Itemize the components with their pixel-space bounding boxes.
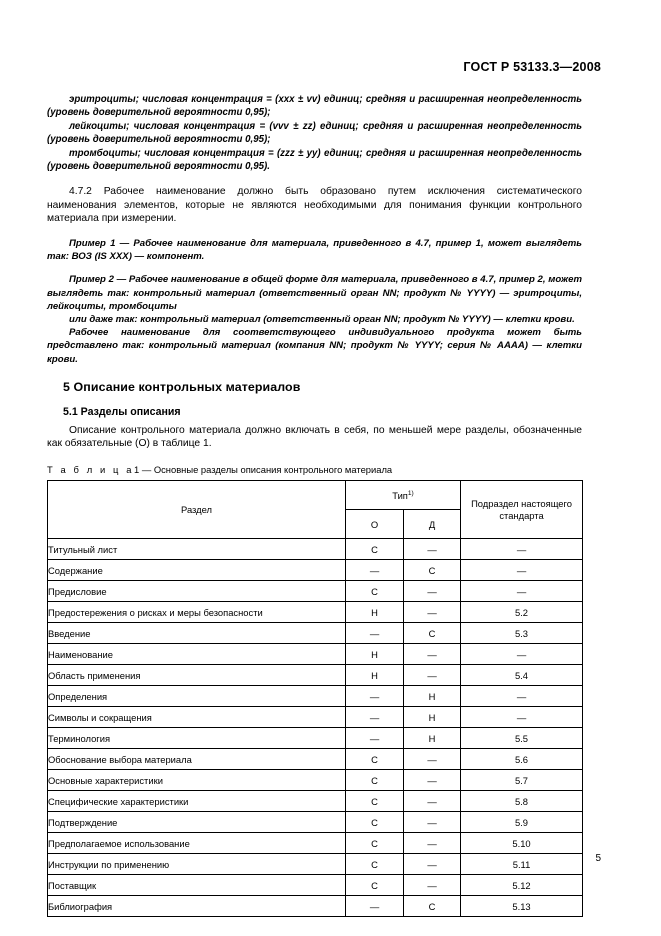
clause-4-7-2: 4.7.2 Рабочее наименование должно быть образовано путем исключения систематического наименования элементов, которые не являются необходимыми для понимания функции контрольного материала при измерении. [47,186,582,224]
section-5-heading: 5 Описание контрольных материалов [63,379,301,394]
table-row [48,728,583,749]
document-content [47,93,582,917]
table-row [48,875,583,896]
table-cell-type-o: Н [346,602,404,623]
table-cell-section-name: Символы и сокращения [48,707,346,728]
table-cell-type-o: Н [346,665,404,686]
table-header-section: Раздел [48,481,346,539]
table-cell-type-d: — [404,644,461,665]
table-cell-type-d: — [404,770,461,791]
table-cell-type-o: С [346,791,404,812]
table-cell-subsection-ref: 5.6 [461,749,583,770]
table-cell-section-name: Содержание [48,560,346,581]
spec-item-thrombocytes: тромбоциты; числовая концентрация = (zzz ± yy) единиц; средняя и расширенная неопределенность (уровень доверительной вероятности 0,95). [47,147,582,173]
table-cell-type-o: — [346,707,404,728]
table-header-type-superscript: 1) [407,489,414,497]
table-cell-section-name: Поставщик [48,875,346,896]
table-cell-subsection-ref: — [461,560,583,581]
table-cell-type-o: С [346,854,404,875]
table-cell-type-d: Н [404,707,461,728]
table-cell-section-name: Терминология [48,728,346,749]
table-header-type [346,481,461,510]
table-cell-section-name: Обоснование выбора материала [48,749,346,770]
table-cell-subsection-ref: 5.4 [461,665,583,686]
table-header-type-d: Д [404,510,461,539]
table-cell-subsection-ref: — [461,539,583,560]
table-row [48,854,583,875]
table-cell-type-d: — [404,665,461,686]
table-cell-type-d: — [404,854,461,875]
table-cell-type-o: С [346,539,404,560]
spec-item-erythrocytes: эритроциты; числовая концентрация = (xxx ± vv) единиц; средняя и расширенная неопределенность (уровень доверительной вероятности 0,95); [47,94,582,119]
page-number: 5 [595,853,601,864]
table-row [48,707,583,728]
table-row [48,686,583,707]
table-cell-subsection-ref: 5.13 [461,896,583,917]
table-cell-type-d: Н [404,728,461,749]
subsection-5-1-text: Описание контрольного материала должно включать в себя, по меньшей мере разделы, обозначенные как обязательные (О) в таблице 1. [47,424,582,450]
table-cell-type-d: — [404,875,461,896]
table-cell-type-d: С [404,560,461,581]
table-cell-section-name: Введение [48,623,346,644]
table-cell-type-o: — [346,623,404,644]
table-cell-type-d: — [404,812,461,833]
table-cell-type-o: С [346,875,404,896]
table-header [48,481,583,539]
table-row [48,602,583,623]
table-cell-type-o: — [346,896,404,917]
table-cell-section-name: Основные характеристики [48,770,346,791]
subsection-5-1-heading: 5.1 Разделы описания [63,405,181,418]
table-cell-type-o: С [346,749,404,770]
spec-item-leukocytes: лейкоциты; числовая концентрация = (vvv ± zz) единиц; средняя и расширенная неопределенность (уровень доверительной вероятности 0,95); [47,120,582,146]
table-row [48,791,583,812]
table-cell-subsection-ref: 5.9 [461,812,583,833]
table-row [48,812,583,833]
table-cell-section-name: Библиография [48,896,346,917]
table-header-type-o: О [346,510,404,539]
table-cell-section-name: Предисловие [48,581,346,602]
table-cell-section-name: Подтверждение [48,812,346,833]
table-cell-type-o: — [346,728,404,749]
document-standard-id: ГОСТ Р 53133.3—2008 [463,60,601,74]
table-cell-type-d: — [404,749,461,770]
example-1: Пример 1 — Рабочее наименование для материала, приведенного в 4.7, пример 1, может выглядеть так: ВОЗ (IS XXX) — компонент. [47,238,582,263]
table-row [48,581,583,602]
table-row [48,623,583,644]
table-cell-section-name: Инструкции по применению [48,854,346,875]
example-2-individual: Рабочее наименование для соответствующего индивидуального продукта может быть представлено так: контрольный материал (компания NN; продукт № YYYY; серия № AAAA) — клетки крови. [47,327,582,365]
table-cell-subsection-ref: 5.12 [461,875,583,896]
table-cell-subsection-ref: — [461,644,583,665]
table-cell-section-name: Предполагаемое использование [48,833,346,854]
table-cell-type-o: — [346,686,404,707]
table-cell-subsection-ref: 5.10 [461,833,583,854]
table-cell-subsection-ref: 5.7 [461,770,583,791]
table-cell-subsection-ref: 5.5 [461,728,583,749]
main-table [47,480,583,917]
table-caption-text: 1 — Основные разделы описания контрольного материала [134,464,393,476]
table-row [48,665,583,686]
table-cell-type-d: Н [404,686,461,707]
table-cell-type-o: С [346,770,404,791]
table-cell-type-d: — [404,791,461,812]
table-row [48,539,583,560]
table-cell-type-d: — [404,833,461,854]
table-header-type-label: Тип [392,489,408,501]
table-cell-subsection-ref: — [461,686,583,707]
table-cell-section-name: Титульный лист [48,539,346,560]
table-cell-subsection-ref: 5.8 [461,791,583,812]
table-header-subsection: Подраздел настоящего стандарта [461,481,583,539]
table-cell-section-name: Определения [48,686,346,707]
table-row [48,896,583,917]
table-row [48,833,583,854]
table-cell-section-name: Область применения [48,665,346,686]
table-cell-subsection-ref: 5.3 [461,623,583,644]
table-cell-type-o: С [346,833,404,854]
table-row [48,770,583,791]
table-cell-type-d: — [404,581,461,602]
table-cell-subsection-ref: 5.2 [461,602,583,623]
table-cell-type-o: — [346,560,404,581]
table-cell-type-d: — [404,602,461,623]
table-cell-type-o: С [346,581,404,602]
table-cell-type-d: — [404,539,461,560]
table-row [48,644,583,665]
example-2-alt: или даже так: контрольный материал (ответственный орган NN; продукт № YYYY) — клетки крови. [69,314,575,326]
table-caption [47,464,582,475]
table-cell-section-name: Наименование [48,644,346,665]
table-cell-type-o: С [346,812,404,833]
table-body [48,539,583,917]
table-header-row-1 [48,481,583,510]
example-2: Пример 2 — Рабочее наименование в общей форме для материала, приведенного в 4.7, пример 2, может выглядеть так: контрольный материал (ответственный орган NN; продукт № YYYY) — эритроциты, лейкоциты, тромбоциты [47,274,582,312]
table-cell-subsection-ref: — [461,707,583,728]
table-cell-section-name: Предостережения о рисках и меры безопасности [48,602,346,623]
table-cell-type-o: Н [346,644,404,665]
table-caption-label: Т а б л и ц а [47,464,135,476]
table-row [48,560,583,581]
table-cell-section-name: Специфические характеристики [48,791,346,812]
table-cell-type-d: С [404,623,461,644]
table-cell-type-d: С [404,896,461,917]
table-cell-subsection-ref: 5.11 [461,854,583,875]
table-cell-subsection-ref: — [461,581,583,602]
table-row [48,749,583,770]
